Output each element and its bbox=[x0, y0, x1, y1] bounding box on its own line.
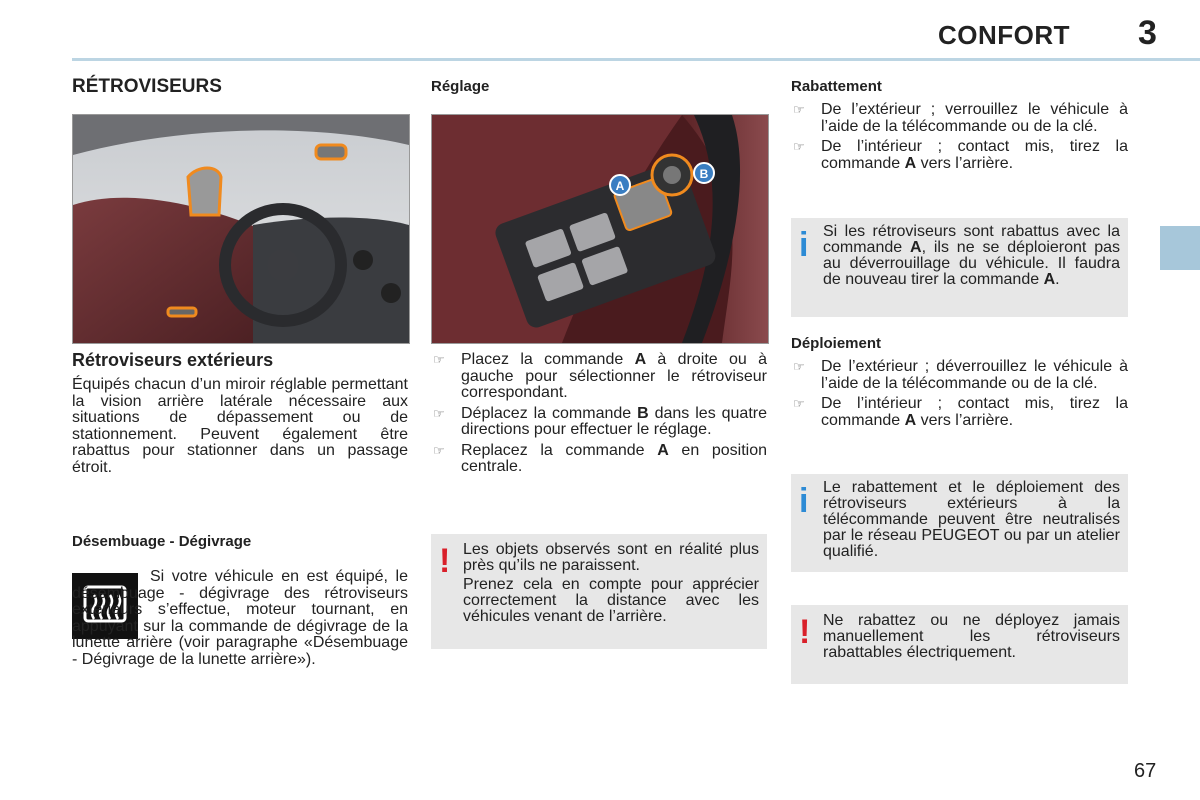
warning-text: Prenez cela en compte pour apprécier correctement la distance avec les véhicules venant de l’arrière. bbox=[463, 576, 759, 625]
step-bold: A bbox=[634, 351, 647, 368]
page-number: 67 bbox=[1134, 760, 1157, 782]
section-heading: RÉTROVISEURS bbox=[72, 76, 222, 97]
pointing-hand-icon: ☞ bbox=[433, 442, 445, 458]
list-item bbox=[791, 359, 1128, 392]
demist-paragraph bbox=[72, 569, 408, 668]
list-item bbox=[431, 443, 767, 476]
dashboard-photo bbox=[72, 114, 410, 344]
step-text: vers l’arrière. bbox=[916, 154, 1014, 172]
list-item bbox=[431, 406, 767, 439]
info-bold: A bbox=[1043, 271, 1056, 288]
step-text: De l’intérieur ; contact mis, tirez la commande bbox=[821, 395, 1128, 429]
header-rule bbox=[72, 58, 1200, 61]
list-item bbox=[791, 396, 1128, 429]
pointing-hand-icon: ☞ bbox=[433, 405, 445, 421]
step-text: Déplacez la commande bbox=[461, 404, 638, 422]
step-text: vers l’arrière. bbox=[916, 411, 1014, 429]
exclamation-icon: ! bbox=[439, 542, 451, 580]
pointing-hand-icon: ☞ bbox=[793, 396, 805, 411]
chapter-number: 3 bbox=[1138, 14, 1157, 52]
info-icon: i bbox=[799, 482, 809, 520]
fold-heading: Rabattement bbox=[791, 78, 882, 95]
step-text: De l’extérieur ; déverrouillez le véhicule à l’aide de la télécommande ou de la clé. bbox=[821, 358, 1128, 392]
warning-text: Ne rabattez ou ne déployez jamais manuellement les rétroviseurs rabattables électriquement. bbox=[823, 612, 1120, 661]
step-text: à droite ou à gauche pour sélectionner le rétroviseur correspondant. bbox=[461, 351, 767, 401]
info-box bbox=[791, 218, 1128, 317]
demist-heading: Désembuage - Dégivrage bbox=[72, 533, 252, 550]
step-text: De l’extérieur ; verrouillez le véhicule à l’aide de la télécommande ou de la clé. bbox=[821, 101, 1128, 135]
list-item bbox=[791, 139, 1128, 172]
pointing-hand-icon: ☞ bbox=[793, 139, 805, 154]
list-item bbox=[791, 102, 1128, 135]
warning-box bbox=[791, 605, 1128, 684]
warning-box bbox=[431, 534, 767, 649]
info-icon: i bbox=[799, 226, 809, 264]
step-text: Placez la commande bbox=[461, 351, 635, 368]
info-text: Si les rétroviseurs sont rabattus avec la commande bbox=[823, 223, 1120, 256]
label-a: A bbox=[615, 179, 625, 193]
step-text: De l’intérieur ; contact mis, tirez la commande bbox=[821, 138, 1128, 172]
sub-heading: Rétroviseurs extérieurs bbox=[72, 350, 274, 370]
mirror-control-photo bbox=[431, 114, 769, 344]
info-text: Le rabattement et le déploiement des rétroviseurs extérieurs à la télécommande peuvent être neutralisés par le réseau PEUGEOT ou par un atelier qualifié. bbox=[823, 479, 1120, 560]
adjust-heading: Réglage bbox=[431, 78, 490, 95]
step-bold: A bbox=[657, 441, 669, 459]
info-box bbox=[791, 474, 1128, 572]
deploy-heading: Déploiement bbox=[791, 335, 882, 352]
step-text: Replacez la commande bbox=[461, 441, 658, 459]
adjust-steps bbox=[431, 352, 767, 480]
step-text: en position centrale. bbox=[461, 441, 767, 475]
chapter-tab-marker bbox=[1160, 226, 1200, 270]
step-bold: B bbox=[637, 404, 649, 422]
warning-text: Les objets observés sont en réalité plus près qu’ils ne paraissent. bbox=[463, 541, 759, 574]
step-text: dans les quatre directions pour effectuer le réglage. bbox=[461, 404, 767, 438]
label-b: B bbox=[699, 167, 709, 181]
pointing-hand-icon: ☞ bbox=[793, 359, 805, 374]
info-bold: A bbox=[910, 239, 922, 256]
demist-text: Si votre véhicule en est équipé, le désembuage - dégivrage des rétroviseurs extérieurs s’effectue, moteur tournant, en appuyant sur la commande de dégivrage de la lunette arrière (voir paragraphe «Désembuage - Dégivrage de la lunette arrière»). bbox=[72, 568, 408, 668]
intro-paragraph bbox=[72, 377, 408, 476]
pointing-hand-icon: ☞ bbox=[433, 352, 445, 367]
pointing-hand-icon: ☞ bbox=[793, 102, 805, 117]
intro-text: Équipés chacun d’un miroir réglable permettant la vision arrière latérale nécessaire aux situations de dépassement ou de stationnement. Peuvent également être rabattus pour stationner dans un passage étroit. bbox=[72, 376, 408, 476]
chapter-title: CONFORT bbox=[938, 20, 1071, 50]
deploy-steps bbox=[791, 359, 1128, 433]
step-bold: A bbox=[904, 154, 917, 172]
info-text: , ils ne se déploieront pas au déverrouillage du véhicule. Il faudra de nouveau tirer la commande bbox=[823, 239, 1120, 288]
fold-steps bbox=[791, 102, 1128, 176]
step-bold: A bbox=[904, 411, 917, 429]
list-item bbox=[431, 352, 767, 402]
exclamation-icon: ! bbox=[799, 613, 811, 651]
info-text: . bbox=[1055, 271, 1060, 288]
